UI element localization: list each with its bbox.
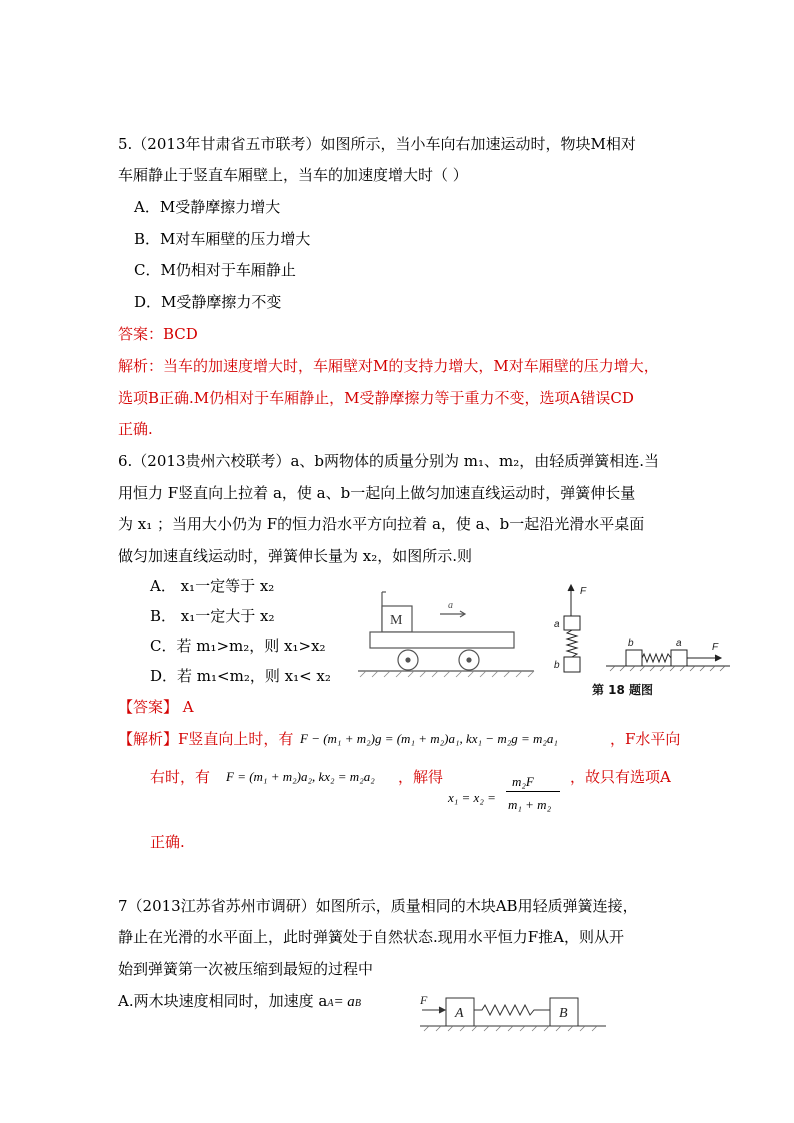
q6-analysis-line2: 右时，有 xyxy=(150,768,211,786)
block-a-horizontal xyxy=(671,650,687,666)
q5-option-b: B．M对车厢壁的压力增大 xyxy=(134,230,311,248)
block-b-horizontal xyxy=(626,650,642,666)
q6-analysis-line3: 正确. xyxy=(150,833,185,851)
label-f-horizontal: F xyxy=(712,642,719,653)
fraction-bar xyxy=(506,791,560,792)
label-b-horizontal: b xyxy=(628,638,634,649)
label-f-vertical: F xyxy=(580,586,587,597)
block-a-vertical xyxy=(564,616,580,630)
cart-figure xyxy=(356,588,536,688)
q5-option-d: D．M受静摩擦力不变 xyxy=(134,293,282,311)
q5-analysis-line3: 正确. xyxy=(118,420,153,438)
q6-analysis-line1-tail: ，F水平向 xyxy=(610,730,681,748)
q5-analysis-line2: 选项B正确.M仍相对于车厢静止，M受静摩擦力等于重力不变，选项A错误CD xyxy=(118,389,634,407)
label-a-vertical: a xyxy=(554,619,560,630)
q6-analysis-line2-mid: ，解得 xyxy=(398,768,444,786)
q6-option-c: C．若 m₁>m₂，则 x₁>x₂ xyxy=(150,637,326,655)
cart-body xyxy=(370,632,514,648)
q7-option-a-text: A.两木块速度相同时，加速度 a xyxy=(118,992,328,1010)
q6-equation-3-lhs: x₁ = x₂ = xyxy=(448,790,496,805)
q6-answer: 【答案】 A xyxy=(118,698,194,716)
spring-horizontal xyxy=(642,654,671,662)
block-m-label: M xyxy=(390,613,403,628)
q7-option-a-sub: A xyxy=(327,998,334,1009)
q5-stem-line2: 车厢静止于竖直车厢壁上，当车的加速度增大时（ ） xyxy=(118,166,468,184)
q7-stem-line3: 始到弹簧第一次被压缩到最短的过程中 xyxy=(118,960,374,978)
q5-option-c: C．M仍相对于车厢静止 xyxy=(134,261,296,279)
q7-option-a-eq: = a xyxy=(333,994,355,1010)
blocks-spring-figure xyxy=(418,990,608,1032)
q6-equation-3-denominator: m₁ + m₂ xyxy=(508,797,552,812)
q7-option-a xyxy=(118,991,361,1014)
q6-equation-1: F − (m₁ + m₂)g = (m₁ + m₂)a₁, kx₁ − m₂g = m₂a₁ xyxy=(300,731,558,746)
q5-option-a: A．M受静摩擦力增大 xyxy=(134,198,281,216)
spring-figure xyxy=(540,580,730,698)
q6-analysis-line2-tail: ，故只有选项A xyxy=(570,768,671,786)
q5-stem-line1: 5.（2013年甘肃省五市联考）如图所示，当小车向右加速运动时，物块M相对 xyxy=(118,135,636,153)
q5-analysis-line1: 解析：当车的加速度增大时，车厢壁对M的支持力增大，M对车厢壁的压力增大， xyxy=(118,357,659,375)
q7-stem-line1: 7（2013江苏省苏州市调研）如图所示，质量相同的木块AB用轻质弹簧连接， xyxy=(118,897,638,915)
q5-answer: 答案：BCD xyxy=(118,325,198,343)
q6-equation-3-numerator: m₂F xyxy=(512,774,534,789)
q6-stem-line3: 为 x₁ ；当用大小仍为 F的恒力沿水平方向拉着 a，使 a、b一起沿光滑水平桌面 xyxy=(118,515,645,533)
label-b: B xyxy=(559,1006,568,1021)
q6-option-d: D．若 m₁<m₂，则 x₁< x₂ xyxy=(150,667,331,685)
q6-stem-line2: 用恒力 F竖直向上拉着 a，使 a、b一起向上做匀加速直线运动时，弹簧伸长量 xyxy=(118,484,636,502)
block-b-vertical xyxy=(564,657,580,672)
spring xyxy=(474,1005,550,1015)
label-f: F xyxy=(420,993,428,1007)
label-a: A xyxy=(455,1006,464,1021)
q6-option-a: A． x₁一定等于 x₂ xyxy=(150,577,275,595)
q6-equation-2: F = (m₁ + m₂)a₂, kx₂ = m₂a₂ xyxy=(226,769,375,784)
figure-caption: 第 18 题图 xyxy=(592,683,654,697)
spring-vertical xyxy=(567,630,577,657)
q7-option-a-sub2: B xyxy=(354,998,361,1009)
q6-stem-line1: 6.（2013贵州六校联考）a、b两物体的质量分别为 m₁、m₂，由轻质弹簧相连.当 xyxy=(118,452,660,470)
q6-stem-line4: 做匀加速直线运动时，弹簧伸长量为 x₂，如图所示.则 xyxy=(118,547,473,565)
q7-stem-line2: 静止在光滑的水平面上，此时弹簧处于自然状态.现用水平恒力F推A，则从开 xyxy=(118,928,625,946)
label-b-vertical: b xyxy=(554,660,560,671)
q6-analysis-line1: 【解析】F竖直向上时，有 xyxy=(118,730,294,748)
label-a-horizontal: a xyxy=(676,638,682,649)
accel-label: a xyxy=(448,600,453,611)
q6-option-b: B． x₁一定大于 x₂ xyxy=(150,607,275,625)
